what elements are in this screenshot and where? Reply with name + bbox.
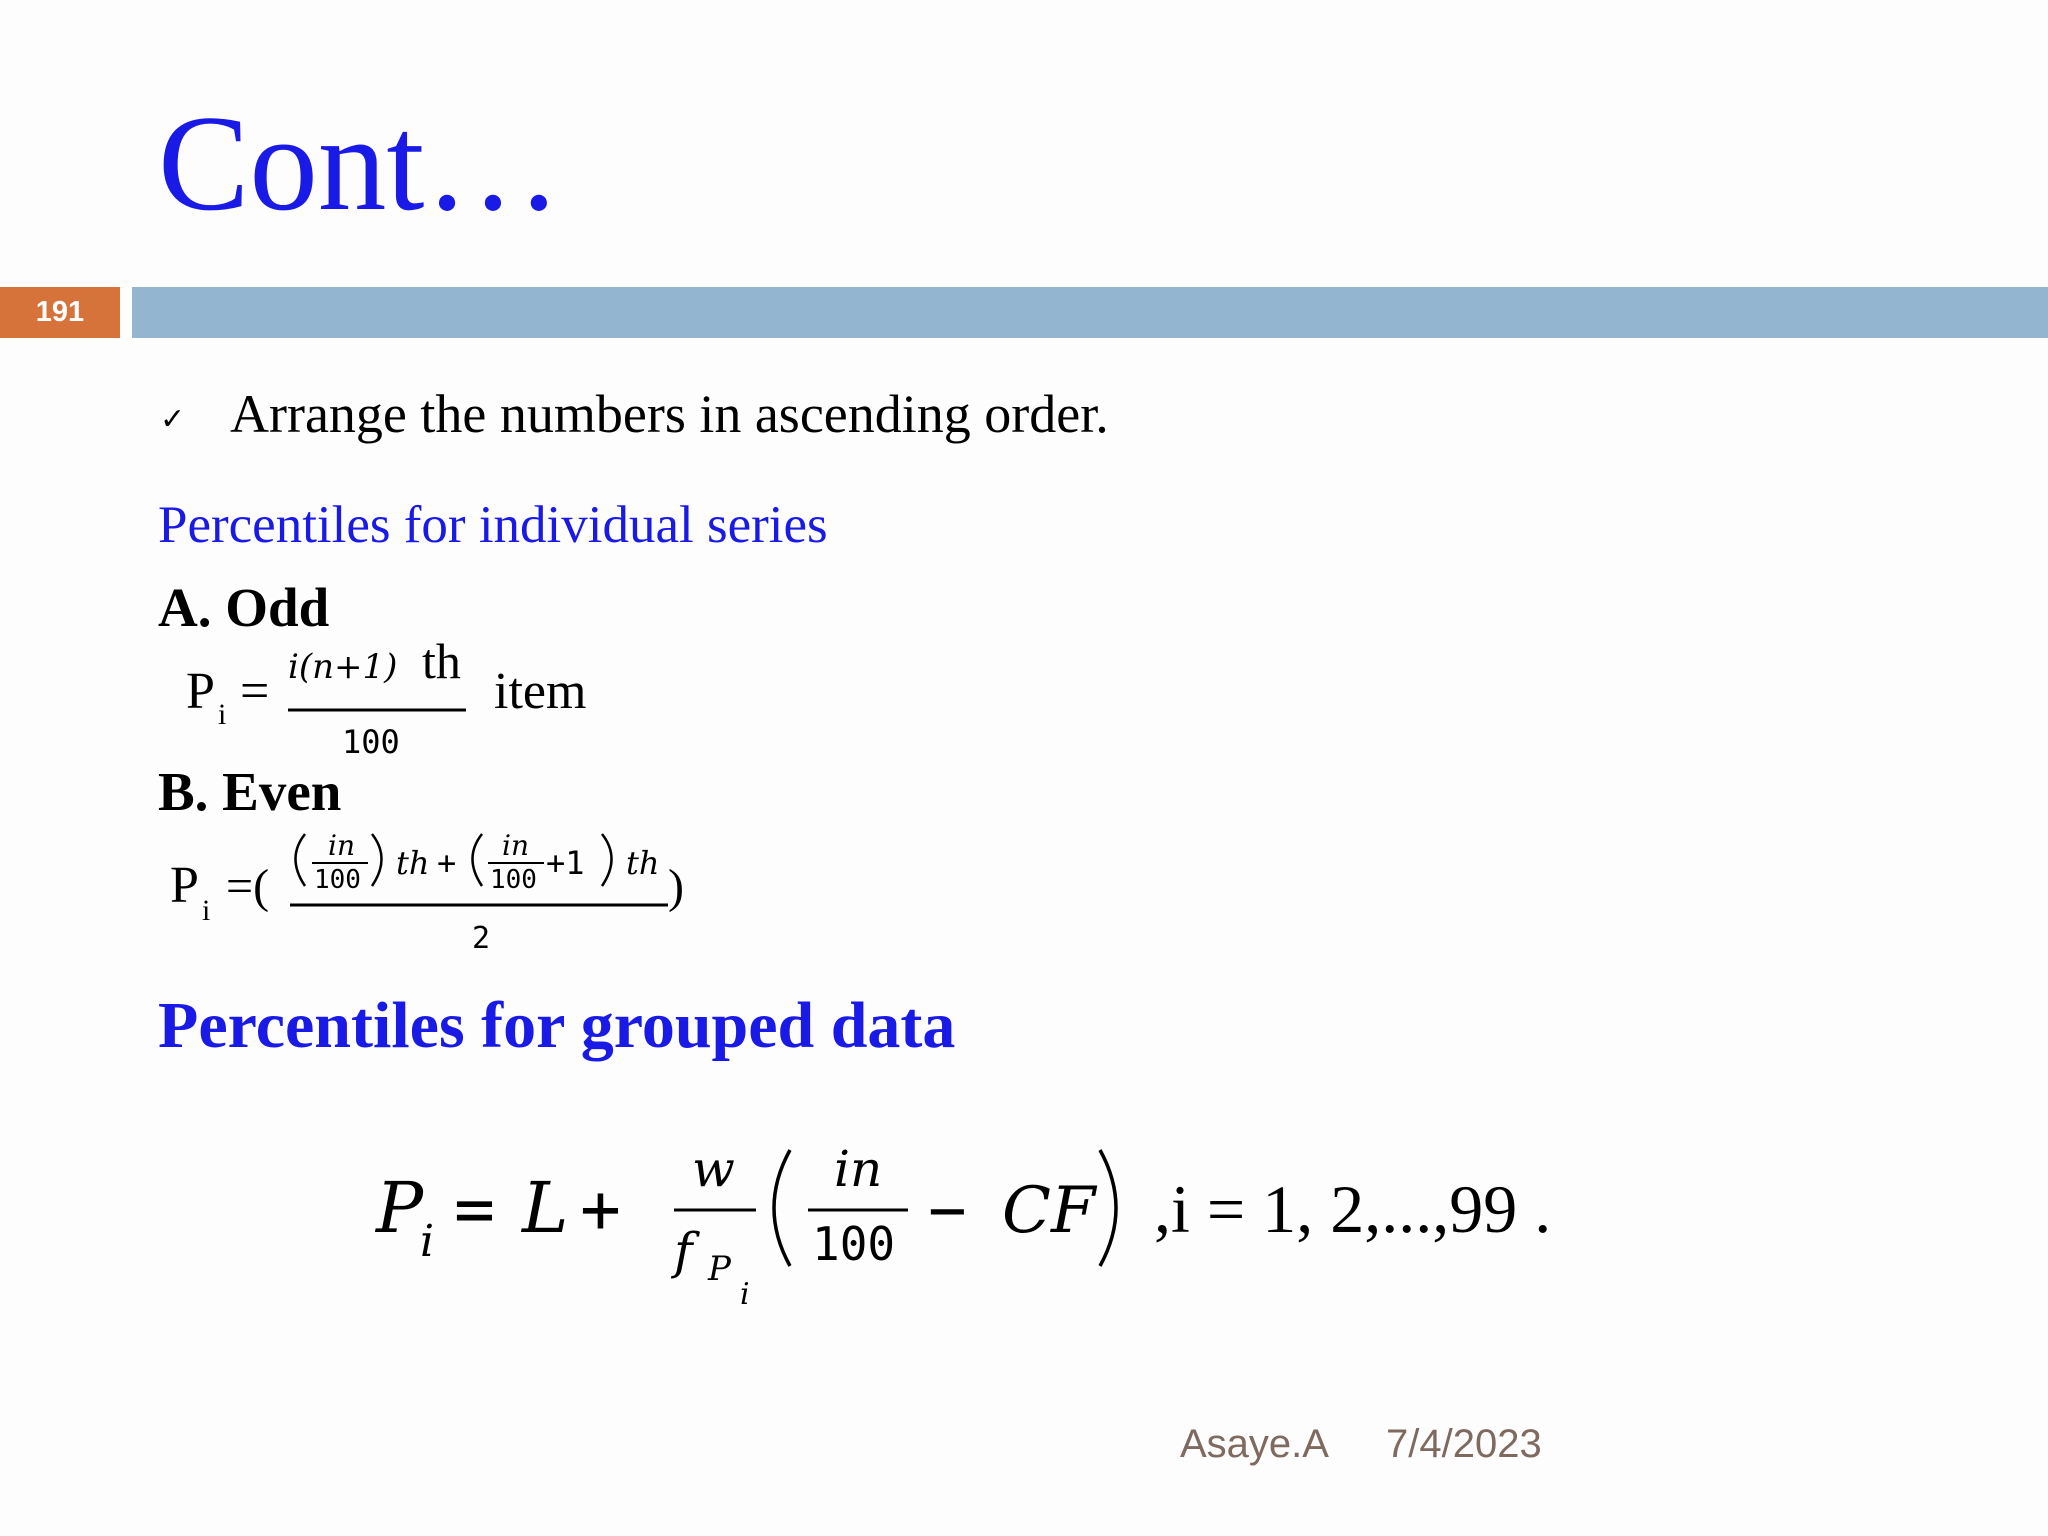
grouped-f-sub: P [708, 1249, 731, 1289]
odd-lhs: P [186, 663, 215, 720]
grouped-percentile-formula [370, 1130, 1640, 1330]
even-percentile-formula [160, 820, 720, 970]
footer-author: Asaye.A [1180, 1422, 1329, 1466]
odd-percentile-formula [170, 640, 630, 770]
grouped-tail: ,i = 1, 2,...,99 . [1154, 1171, 1552, 1247]
grouped-left-paren [774, 1150, 790, 1266]
grouped-hundred: 100 [812, 1217, 896, 1271]
odd-heading: A. Odd [158, 577, 330, 638]
even-inner-den-1: 100 [314, 865, 361, 895]
even-heading: B. Even [158, 761, 342, 822]
grouped-minus: − [928, 1174, 967, 1248]
even-plus-one: +1 [546, 844, 585, 882]
grouped-data-heading: Percentiles for grouped data [158, 989, 956, 1062]
grouped-f-sub-sub: i [740, 1277, 750, 1312]
grouped-lhs-sub: i [420, 1216, 435, 1267]
grouped-right-paren [1100, 1150, 1116, 1266]
even-denominator: 2 [472, 921, 491, 956]
grouped-lhs: P [376, 1167, 424, 1249]
individual-series-heading: Percentiles for individual series [158, 496, 828, 554]
header-divider-bar [132, 287, 2048, 338]
even-right-paren-2 [602, 834, 612, 886]
bullet-text: Arrange the numbers in ascending order. [230, 384, 1109, 444]
even-th-2: th [626, 844, 660, 882]
odd-lhs-sub: i [218, 698, 227, 731]
grouped-cf: CF [1002, 1174, 1096, 1248]
even-left-paren-1 [296, 834, 306, 886]
even-lhs-sub: i [202, 894, 211, 927]
even-right-paren-1 [372, 834, 382, 886]
grouped-w: w [692, 1140, 735, 1198]
even-lhs: P [170, 857, 199, 914]
grouped-L: L [522, 1167, 569, 1249]
even-eq: =( [226, 860, 270, 913]
slide-title: Cont… [158, 87, 562, 239]
grouped-f: f [674, 1222, 693, 1280]
grouped-eq: = [454, 1170, 495, 1249]
even-inner-num-2: in [502, 829, 529, 862]
check-icon: ✓ [160, 402, 186, 437]
odd-denominator: 100 [342, 723, 400, 761]
even-th-1: th [396, 844, 430, 882]
odd-numerator: i(n+1) [288, 647, 398, 687]
even-inner-den-2: 100 [490, 865, 537, 895]
grouped-in: in [834, 1140, 883, 1198]
even-close: ) [668, 860, 684, 913]
odd-eq: = [240, 663, 270, 720]
even-inner-num-1: in [328, 829, 355, 862]
grouped-plus: + [580, 1170, 621, 1249]
even-plus: + [437, 844, 457, 882]
odd-suffix: item [494, 663, 587, 720]
slide-number: 191 [35, 296, 85, 328]
odd-numerator-suffix: th [422, 640, 461, 689]
footer-date: 7/4/2023 [1386, 1422, 1542, 1466]
even-left-paren-2 [473, 834, 483, 886]
